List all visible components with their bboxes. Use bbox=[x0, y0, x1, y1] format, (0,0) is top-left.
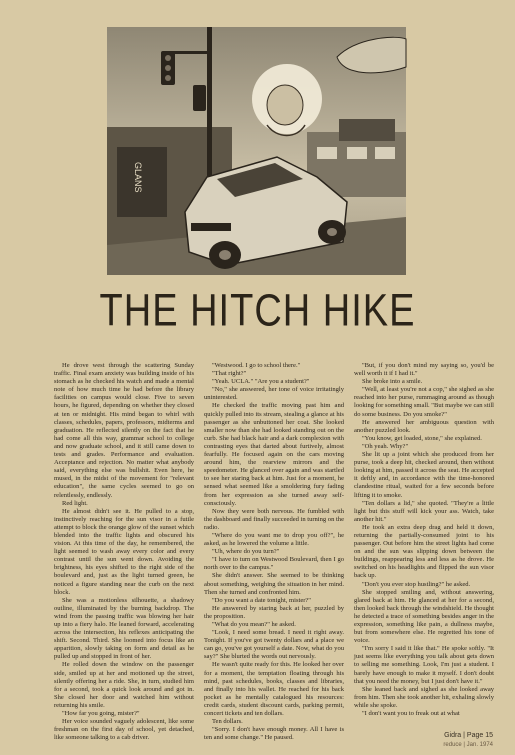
paragraph: "How far you going, mister?" bbox=[62, 710, 140, 718]
paragraph: "Sorry. I don't have enough money. All I have is ten and some change." He paused. bbox=[204, 726, 344, 742]
page-footer bbox=[444, 732, 493, 739]
paragraph: Now they were both nervous. He fumbled with the dashboard and finally succeeded in turning on the radio. bbox=[204, 507, 344, 531]
store-sign-text: GLANS bbox=[133, 162, 143, 193]
paragraph: Her voice sounded vaguely adolescent, like some freshman on the first day of school, yet detached, like someone talking to a cab driver. bbox=[54, 718, 194, 742]
collage-illustration bbox=[107, 27, 406, 275]
footer-separator: | bbox=[463, 732, 467, 739]
paragraph: "But, if you don't mind my saying so, you'd be well worth it if I had it." bbox=[354, 362, 494, 378]
paragraph: "Don't you ever stop hustling?" he asked. bbox=[362, 580, 471, 588]
paragraph: "Ten dollars a lid," she quoted. "They're a little light but this stuff will kick your ass. Watch, take another hit." bbox=[354, 499, 494, 523]
paragraph: "I have to turn on Westwood Boulevard, then I go north over to the campus." bbox=[204, 556, 344, 572]
paragraph: "I don't want you to freak out at what bbox=[362, 710, 460, 718]
article-column-2 bbox=[204, 362, 344, 742]
paragraph: She stopped smiling and, without answering, glared back at him. He glanced at her for a second, then looked back through the windshield. He thought he detected a trace of something besides anger in the expression, something like pain, a dullness maybe, but from somewhere else. He regretted his tone of voice. bbox=[354, 588, 494, 645]
article-column-3 bbox=[354, 362, 494, 730]
paragraph: "Well, at least you're not a cop," she sighed as she reached into her purse, rummaging around as though looking for something small. "But maybe we can still do some business. Do you smoke?" bbox=[354, 386, 494, 418]
paragraph: Ten dollars. bbox=[212, 718, 243, 726]
paragraph: "Yeah. UCLA." "Are you a student?" bbox=[212, 378, 310, 386]
paragraph: "Do you want a date tonight, mister?" bbox=[212, 596, 311, 604]
paragraph: "I'm sorry I said it like that." He spoke softly. "It just seems like everything you talk about gets down to selling me something. Look, I'm just a student. I barely have enough to make it myself. I don't doubt that you need the money, but I just don't have it." bbox=[354, 645, 494, 685]
paragraph: Red light. bbox=[62, 499, 88, 507]
article-column-1 bbox=[54, 362, 194, 742]
paragraph: He answered by staring back at her, puzzled by the proposition. bbox=[204, 604, 344, 620]
paragraph: She didn't answer. She seemed to be thinking about something, weighing the situation in her mind. Then she turned and confronted him. bbox=[204, 572, 344, 596]
face-icon bbox=[267, 85, 303, 125]
paragraph: "You know, get loaded, stone," she explained. bbox=[362, 434, 482, 442]
paragraph: "Uh, where do you turn?" bbox=[212, 548, 280, 556]
paragraph: She leaned back and sighed as she looked away from him. Then she took another hit, exhaling slowly while she spoke. bbox=[354, 685, 494, 709]
article-headline: THE HITCH HIKE bbox=[99, 286, 416, 337]
paragraph: "Westwood. I go to school there." bbox=[212, 362, 301, 369]
paragraph: She was a motionless silhouette, a shadowy outline, illuminated by the burning backdrop. The wind from the passing traffic was blowing her hair up into a fiery halo. He leaned forward, accelerating across the intersection, his reflexes anticipating the shift. Second. Third. She loomed into focus like an apparition, slowly taking on form and detail as he pulled up and stopped in front of her. bbox=[54, 596, 194, 661]
page-number: Page 15 bbox=[466, 732, 493, 739]
paragraph: She broke into a smile. bbox=[362, 378, 423, 386]
paragraph: "No," she answered, her tone of voice irritatingly uninterested. bbox=[204, 386, 344, 402]
paragraph: He checked the traffic moving past him and quickly pulled into its stream, stealing a glance at his passenger as she unbuttoned her coat. She looked smaller now than she had looked standing out on the curb. She had black hair and a dark complexion with contrasting eyes that darted about furtively, almost fearfully. He focused again on the cars moving around him, the rearview mirrors and the speedometer. He glanced over again and was startled to see her staring back at him. Just for a moment, he sensed what seemed like a smoldering fury fading from her expression as she turned away self-consciously. bbox=[204, 402, 344, 507]
paragraph: She lit up a joint which she produced from her purse, took a deep hit, checked around, then without looking at him, passed it across the seat. He accepted it deftly and, in accordance with the time-honored clandestine ritual, waited for a few seconds before lifting it to smoke. bbox=[354, 451, 494, 499]
paragraph: "Where do you want me to drop you off?", he asked, as he lowered the volume a little. bbox=[204, 531, 344, 548]
paragraph: He rolled down the window on the passenger side, smiled up at her and motioned up the street, silently offering her a ride. She, in turn, studied him for a second, took a quick look around and got in. She closed her door and watched him without returning his smile. bbox=[54, 661, 194, 709]
paragraph: "What do you mean?" he asked. bbox=[212, 621, 296, 628]
paragraph: He took an extra deep drag and held it down, returning the partially-consumed joint to his passenger. Out before him the street lights had come on and the sun was slipping down between the buildings, reappearing less and less as he drove. He switched on his headlights and flipped the sun visor back up. bbox=[354, 523, 494, 580]
paragraph: He answered her ambiguous question with another puzzled look. bbox=[354, 418, 494, 434]
archive-stamp: reduce | Jan. 1974 bbox=[443, 742, 493, 748]
paragraph: He almost didn't see it. He pulled to a stop, instinctively reaching for the sun visor in a futile attempt to block the orange glow of the sunset which blended into the traffic lights and obscured his vision. At this time of the day, he remembered, the light seemed to wash away every color and every contrast until the sun went down. Avoiding the brightness, his eyes shifted to the right side of the boulevard and, just as the light turned green, he noticed a figure standing near the curb on the next block. bbox=[54, 507, 194, 596]
paragraph: "Look, I need some bread. I need it right away. Tonight. If you've got twenty dollars and a place we can go, you've got yourself a date. Now, what do you say?" She blurted the words out nervously. bbox=[204, 629, 344, 661]
paragraph: He drove west through the scattering Sunday traffic. Final exam anxiety was building inside of his stomach as he checked his watch and made a mental note of how much time he had before the library facilities on campus would close. Five to seven hours, he figured, depending on whether they closed at ten or midnight. His mind began to whirl with classes, schedules, papers, professors, midterms and graduation. He reflected silently on the fact that he had come all this way, grammar school to college and now graduate school, and it still came down to tests and grades. Performance and evaluation. Acceptance and rejection. No matter what anybody said, everything else was bullshit. Even here, he mused, in the midst of the movement for "relevant education", the same cycles seemed to go on relentlessly, endlessly. bbox=[54, 362, 194, 499]
paragraph: He wasn't quite ready for this. He looked her over for a moment, the temptation floating through his mind, past schedules, books, classes and libraries, and finally into his wallet. He reached for his back pocket as he mentally catalogued his resources: credit cards, student discount cards, parking permit, concert tickets and ten dollars. bbox=[204, 661, 344, 718]
magazine-name: Gidra bbox=[444, 732, 462, 739]
collage-photo bbox=[107, 27, 406, 275]
paragraph: "Oh yeah. Why?" bbox=[362, 442, 409, 450]
paragraph: "That right?" bbox=[212, 370, 247, 378]
